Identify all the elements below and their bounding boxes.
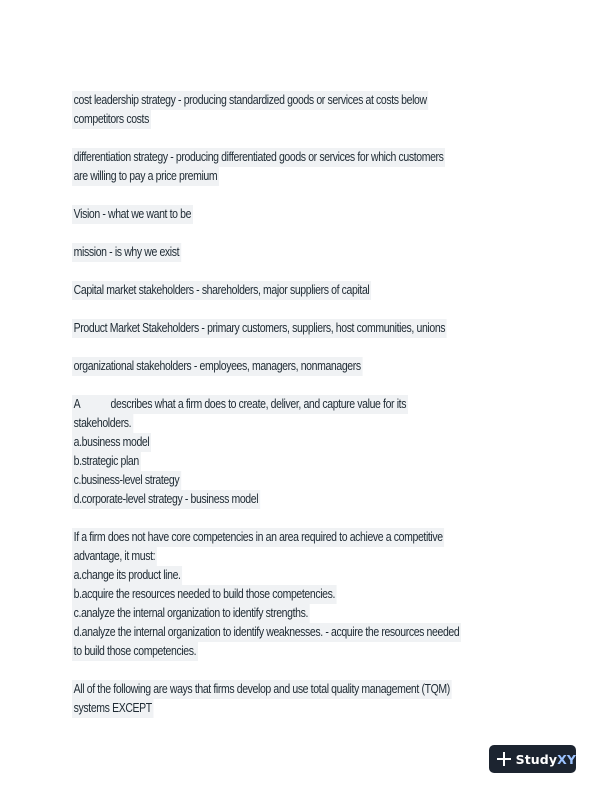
definition-cost-leadership <box>72 91 540 129</box>
answer-option: b.strategic plan <box>72 452 141 471</box>
text-line: stakeholders. <box>72 414 133 433</box>
question-core-competencies <box>72 528 540 661</box>
definition-product-market-stakeholders <box>72 319 540 338</box>
answer-option: a.business model <box>72 433 151 452</box>
answer-option: b.acquire the resources needed to build those competencies. <box>72 585 337 604</box>
text-line: competitors costs <box>72 110 151 129</box>
brand-logo-text <box>516 752 576 767</box>
answer-option: c.business-level strategy <box>72 471 181 490</box>
question-stem-rest: describes what a firm does to create, deliver, and capture value for its <box>110 397 407 411</box>
answer-option: d.corporate-level strategy - business model <box>72 490 260 509</box>
definition-capital-market-stakeholders <box>72 281 540 300</box>
text-line: to build those competencies. <box>72 642 198 661</box>
text-line: mission - is why we exist <box>72 243 181 262</box>
brand-name: Study <box>515 751 558 767</box>
text-line: Capital market stakeholders - shareholders, major suppliers of capital <box>72 281 371 300</box>
text-line: advantage, it must: <box>72 547 157 566</box>
definition-organizational-stakeholders <box>72 357 540 376</box>
answer-option: d.analyze the internal organization to identify weaknesses. - acquire the resources needed <box>72 623 461 642</box>
brand-name-accent: XY <box>557 751 576 767</box>
text-line: organizational stakeholders - employees, managers, nonmanagers <box>72 357 362 376</box>
definition-differentiation <box>72 148 540 186</box>
text-line: differentiation strategy - producing differentiated goods or services for which customers <box>72 148 445 167</box>
answer-option: a.change its product line. <box>72 566 182 585</box>
text-line: If a firm does not have core competencies in an area required to achieve a competitive <box>72 528 444 547</box>
question-tqm <box>72 680 540 718</box>
question-business-model <box>72 395 540 509</box>
answer-option: c.analyze the internal organization to identify strengths. <box>72 604 310 623</box>
definition-mission <box>72 243 540 262</box>
text-line: systems EXCEPT <box>72 699 154 718</box>
question-stem-line <box>72 395 408 414</box>
text-line: cost leadership strategy - producing standardized goods or services at costs below <box>72 91 428 110</box>
question-stem-prefix: A <box>73 397 81 411</box>
definition-vision <box>72 205 540 224</box>
text-line: All of the following are ways that firms develop and use total quality management (TQM) <box>72 680 452 699</box>
text-line: Vision - what we want to be <box>72 205 193 224</box>
text-line: Product Market Stakeholders - primary customers, suppliers, host communities, unions <box>72 319 447 338</box>
document-body <box>72 91 540 737</box>
plus-icon <box>497 752 511 766</box>
studyxy-badge[interactable] <box>489 745 576 773</box>
text-line: are willing to pay a price premium <box>72 167 219 186</box>
